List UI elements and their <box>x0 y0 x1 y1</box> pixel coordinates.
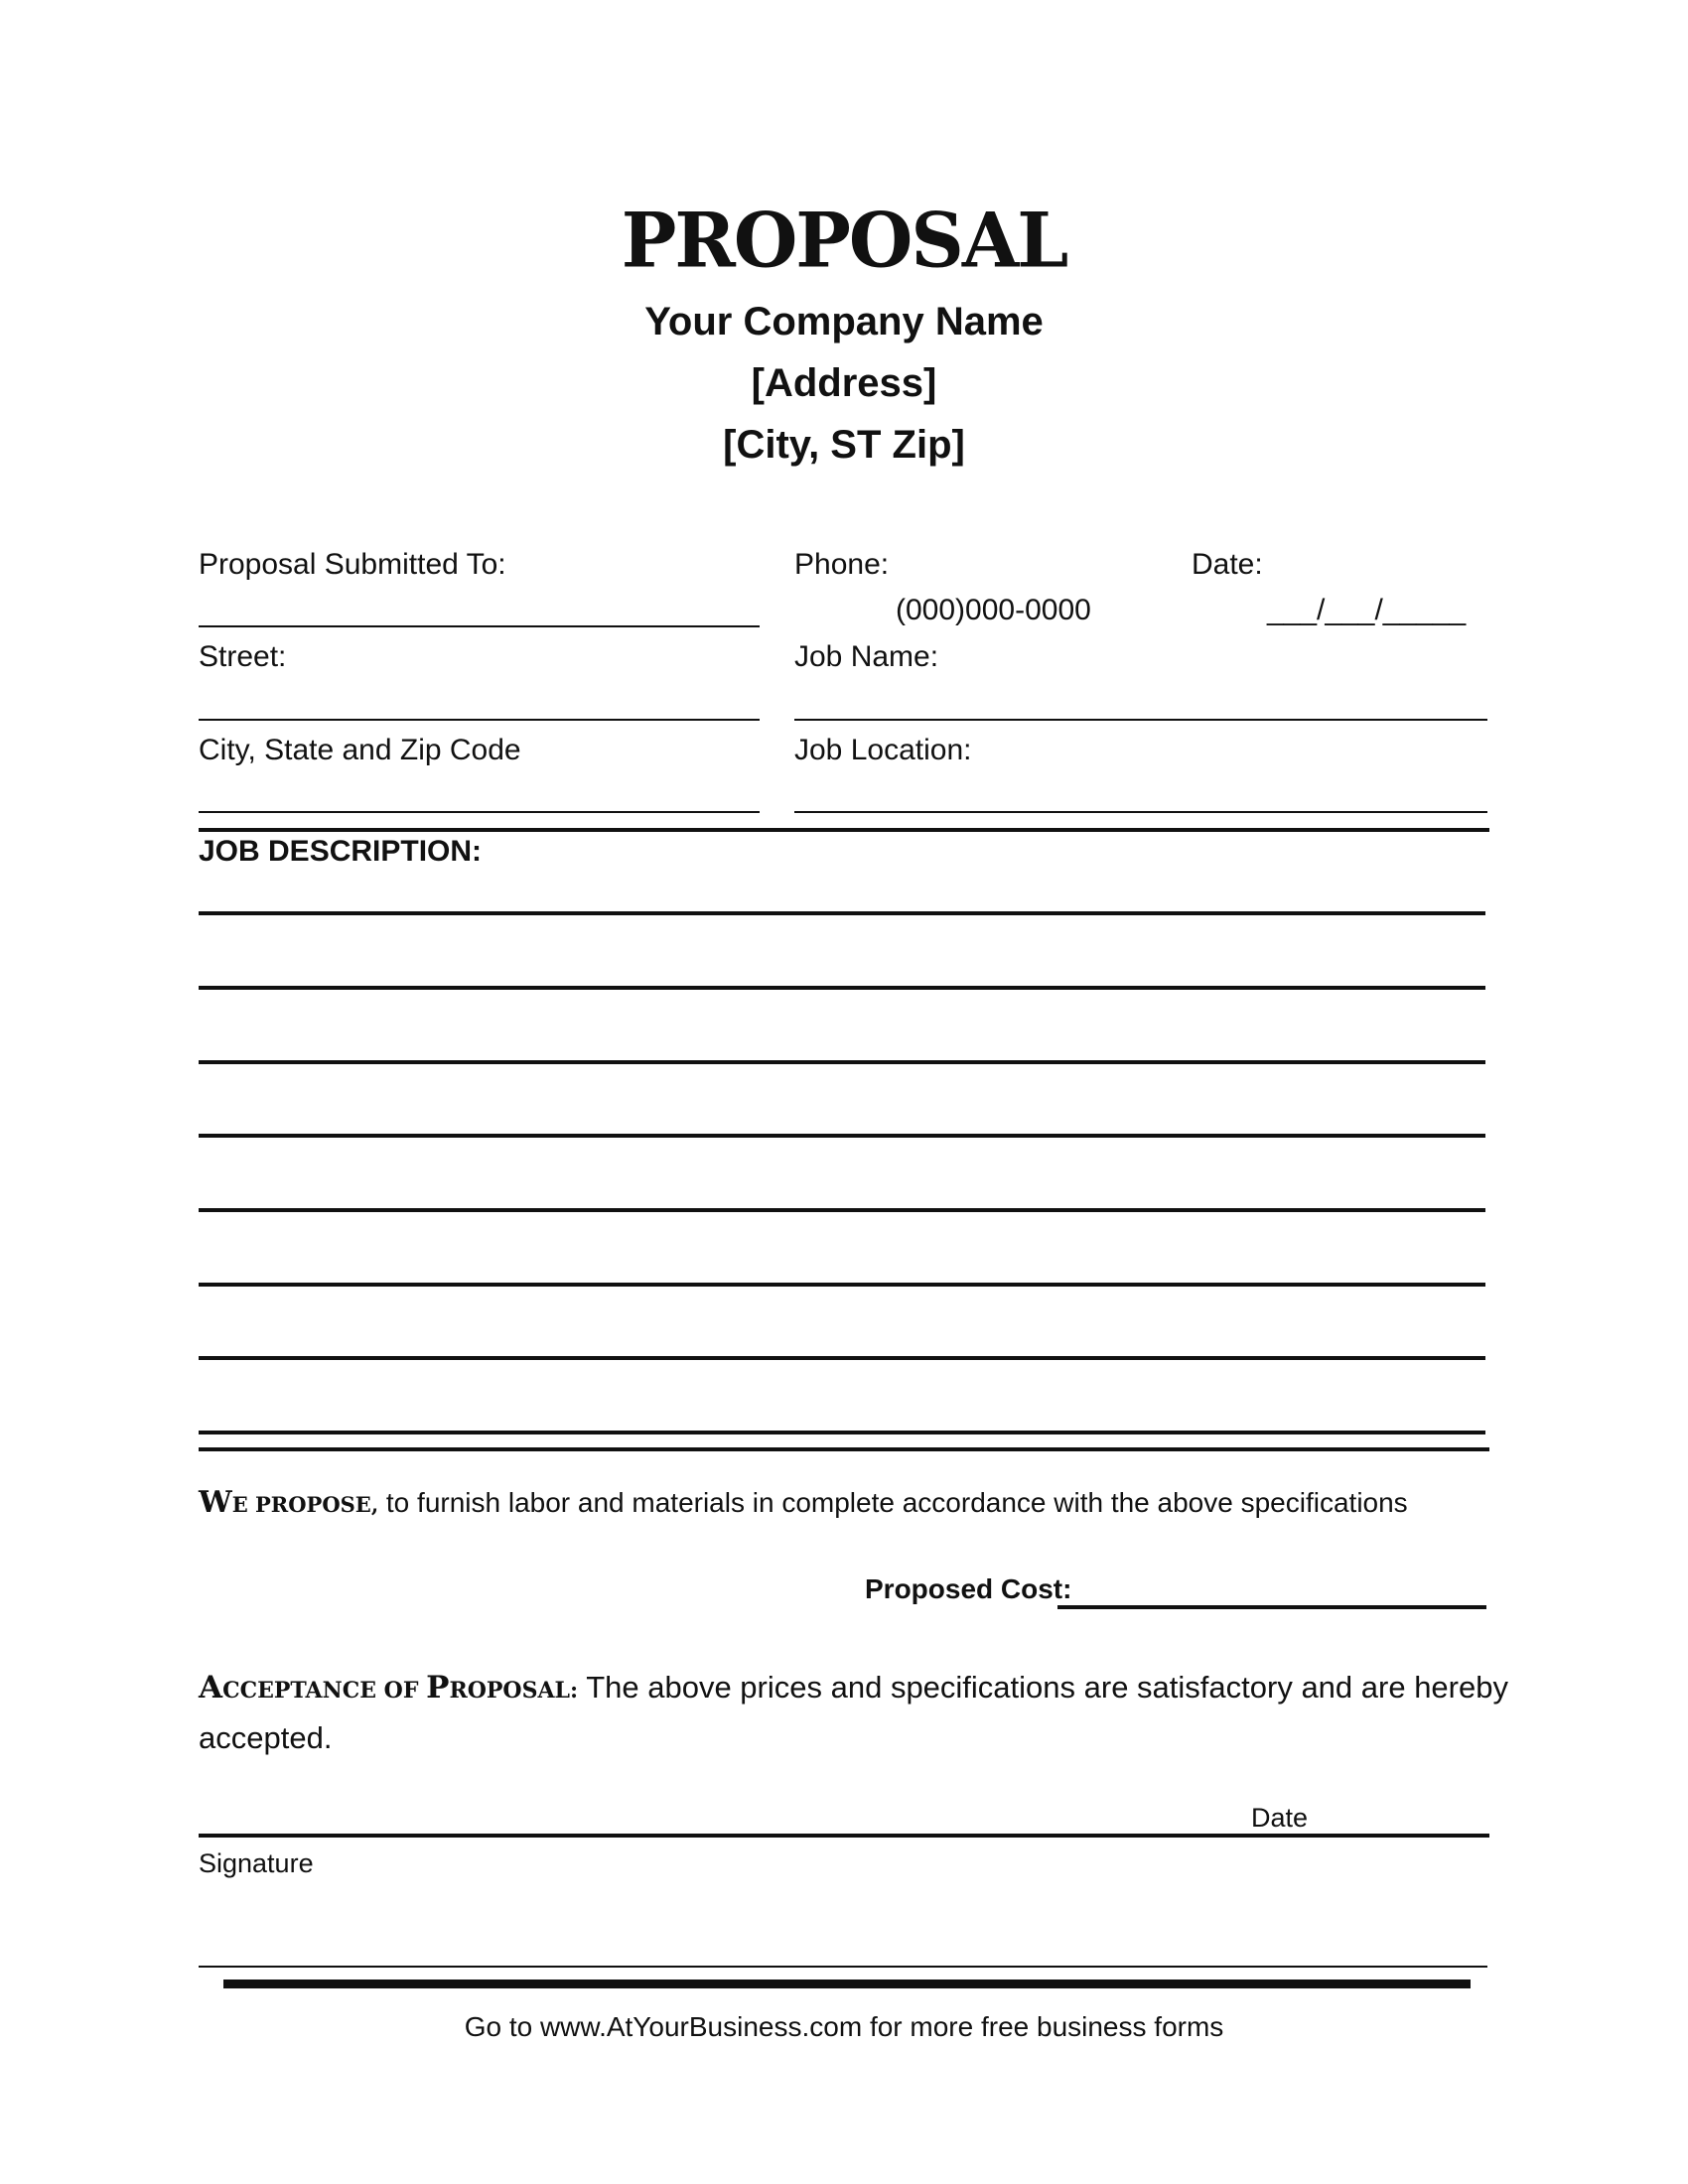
acceptance-statement <box>199 1664 1509 1762</box>
job-description-line[interactable] <box>199 1283 1485 1287</box>
footer-text[interactable]: Go to www.AtYourBusiness.com for more free business forms <box>464 2011 1224 2042</box>
job-description-line[interactable] <box>199 986 1485 990</box>
company-name: Your Company Name <box>644 300 1044 343</box>
proposed-cost-label: Proposed Cost: <box>865 1573 1072 1604</box>
job-description-line[interactable] <box>199 1060 1485 1064</box>
section-divider <box>199 828 1489 832</box>
we-propose-text: to furnish labor and materials in complete accordance with the above specifications <box>378 1487 1408 1518</box>
submitted-to-label: Proposal Submitted To: <box>199 548 506 581</box>
document-title: PROPOSAL <box>621 198 1067 285</box>
acceptance-text-line1: The above prices and specifications are satisfactory and are hereby <box>578 1670 1508 1705</box>
phone-label: Phone: <box>794 548 890 581</box>
section-divider <box>199 1447 1489 1451</box>
acceptance-lead-initial-p: P <box>426 1670 450 1706</box>
date-label: Date: <box>1192 548 1263 581</box>
job-description-line[interactable] <box>199 1431 1485 1434</box>
street-label: Street: <box>199 640 287 673</box>
footer-heavy-divider <box>223 1979 1471 1988</box>
job-description-line[interactable] <box>199 1208 1485 1212</box>
signature-line[interactable] <box>199 1834 1489 1838</box>
signature-label: Signature <box>199 1848 314 1878</box>
job-description-label: JOB DESCRIPTION: <box>199 835 483 868</box>
proposed-cost-field[interactable] <box>1057 1605 1486 1609</box>
job-name-field[interactable] <box>794 719 1487 721</box>
street-field[interactable] <box>199 719 760 721</box>
job-description-line[interactable] <box>199 1356 1485 1360</box>
job-description-line[interactable] <box>199 911 1485 915</box>
job-location-label: Job Location: <box>794 734 972 766</box>
acceptance-lead-rest-a: CCEPTANCE OF <box>222 1678 427 1704</box>
acceptance-text-line2: accepted. <box>199 1720 333 1755</box>
we-propose-lead-initial: W <box>199 1485 232 1520</box>
we-propose-statement <box>199 1485 1408 1520</box>
job-description-line[interactable] <box>199 1134 1485 1138</box>
we-propose-lead-rest: E PROPOSE, <box>231 1492 379 1517</box>
job-name-label: Job Name: <box>794 640 939 673</box>
company-city-st-zip: [City, ST Zip] <box>723 423 965 467</box>
company-address: [Address] <box>751 361 937 405</box>
signature-date-label: Date <box>1251 1803 1309 1833</box>
acceptance-lead-initial-a: A <box>199 1670 223 1706</box>
city-state-zip-field[interactable] <box>199 811 760 813</box>
city-state-zip-label: City, State and Zip Code <box>199 734 521 766</box>
footer-divider <box>199 1966 1487 1968</box>
phone-value[interactable]: (000)000-0000 <box>896 594 1091 626</box>
job-location-field[interactable] <box>794 811 1487 813</box>
submitted-to-field[interactable] <box>199 625 760 627</box>
date-value[interactable]: ___/___/_____ <box>1267 594 1467 626</box>
acceptance-lead-rest-p: ROPOSAL: <box>449 1678 579 1704</box>
